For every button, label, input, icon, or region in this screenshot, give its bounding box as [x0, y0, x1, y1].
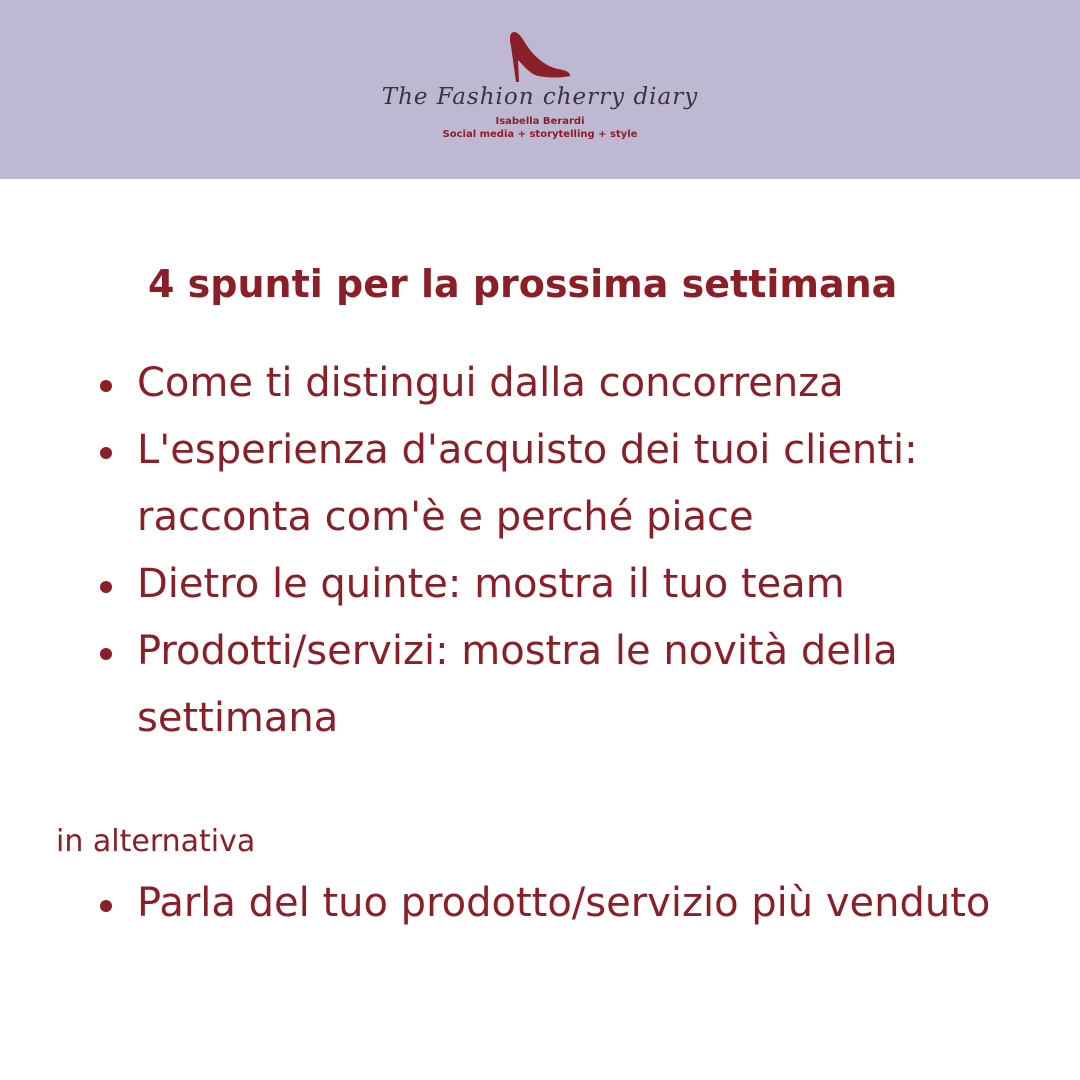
- bullet-icon: [100, 900, 112, 912]
- brand-script-title: The Fashion cherry diary: [381, 84, 699, 110]
- bullet-icon: [100, 648, 112, 660]
- ideas-list: [100, 350, 997, 752]
- alternative-list: [100, 870, 997, 937]
- bullet-icon: [100, 380, 112, 392]
- list-item: [100, 350, 997, 417]
- list-item: [100, 870, 997, 937]
- page-title: 4 spunti per la prossima settimana: [148, 262, 898, 306]
- list-item-text: Come ti distingui dalla concorrenza: [137, 360, 844, 406]
- list-item-text: L'esperienza d'acquisto dei tuoi clienti: racconta com'è e perché piace: [137, 427, 918, 540]
- list-item: [100, 618, 997, 752]
- high-heel-shoe-icon: [508, 30, 572, 84]
- brand-tagline: Social media + storytelling + style: [442, 129, 638, 140]
- list-item-text: Prodotti/servizi: mostra le novità della settimana: [137, 628, 898, 741]
- brand-name: Isabella Berardi: [495, 116, 585, 127]
- bullet-icon: [100, 581, 112, 593]
- header-banner: [0, 0, 1080, 179]
- list-item: [100, 417, 997, 551]
- bullet-icon: [100, 447, 112, 459]
- alternative-label: in alternativa: [56, 824, 256, 859]
- list-item-text: Dietro le quinte: mostra il tuo team: [137, 561, 845, 607]
- list-item: [100, 551, 997, 618]
- list-item-text: Parla del tuo prodotto/servizio più venduto: [137, 880, 991, 926]
